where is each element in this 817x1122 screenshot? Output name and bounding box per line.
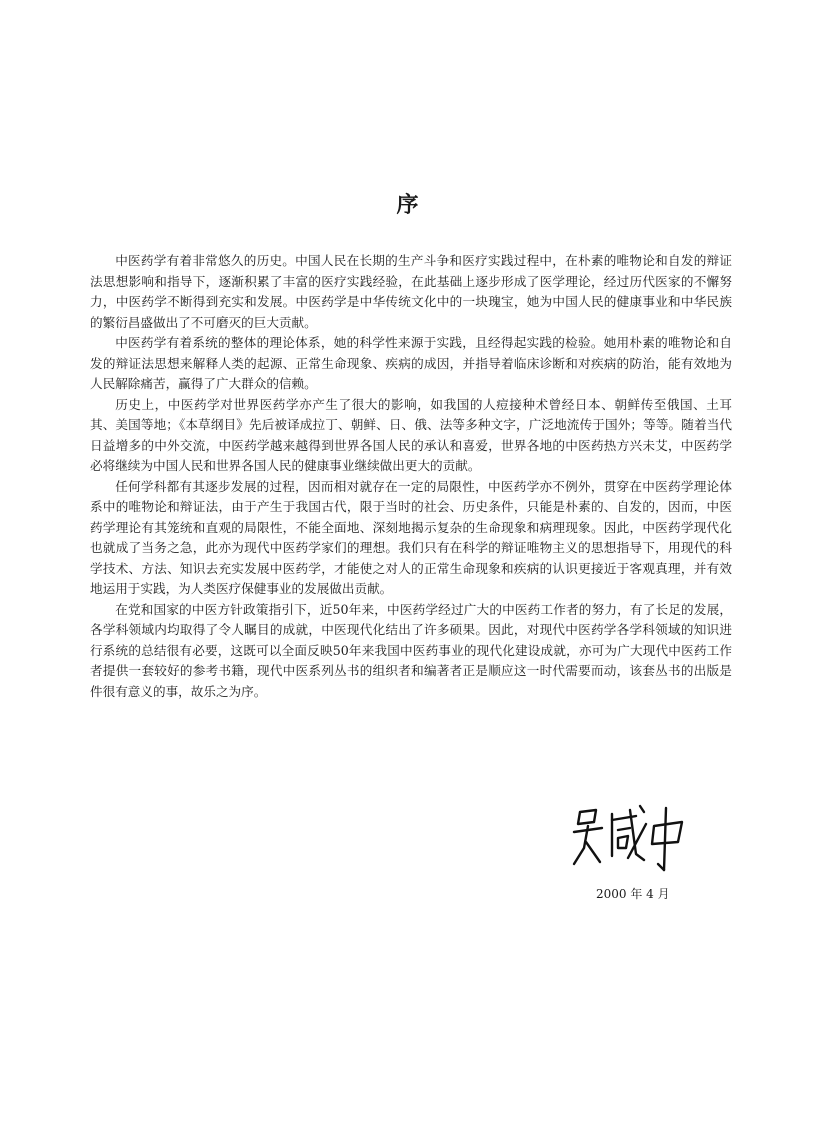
paragraph-5: 在党和国家的中医方针政策指引下，近50年来，中医药学经过广大的中医药工作者的努力，有了长足的发展，各学科领域内均取得了令人瞩目的成就，中医现代化结出了许多硕果。因此，对现代中医药学各学科领域的知识进行系统的总结很有必要，这既可以全面反映50年来我国中医药事业的现代化建设成就，亦可为广大现代中医药工作者提供一套较好的参考书籍，现代中医系列丛书的组织者和编著者正是顺应这一时代需要而动，该套丛书的出版是件很有意义的事，故乐之为序。 xyxy=(90,601,732,699)
paragraph-2: 中医药学有着系统的整体的理论体系，她的科学性来源于实践，且经得起实践的检验。她用朴素的唯物论和自发的辩证法思想来解释人类的起源、正常生命现象、疾病的成因，并指导着临床诊断和对疾病的防治，能有效地为人民解除痛苦，赢得了广大群众的信赖。 xyxy=(90,335,732,391)
signature-date: 2000 年 4 月 xyxy=(596,887,670,901)
signature-drawing xyxy=(566,798,696,878)
body-text xyxy=(90,251,732,702)
handwritten-signature xyxy=(566,798,696,878)
paragraph-3: 历史上，中医药学对世界医药学亦产生了很大的影响，如我国的人痘接种术曾经日本、朝鲜传至俄国、土耳其、美国等地；《本草纲目》先后被译成拉丁、朝鲜、日、俄、法等多种文字，广泛地流传于国外；等等。随着当代日益增多的中外交流，中医药学越来越得到世界各国人民的承认和喜爱，世界各地的中医药热方兴未艾，中医药学必将继续为中国人民和世界各国人民的健康事业继续做出更大的贡献。 xyxy=(90,396,732,473)
paragraph-1: 中医药学有着非常悠久的历史。中国人民在长期的生产斗争和医疗实践过程中，在朴素的唯物论和自发的辩证法思想影响和指导下，逐渐积累了丰富的医疗实践经验，在此基础上逐步形成了医学理论，经过历代医家的不懈努力，中医药学不断得到充实和发展。中医药学是中华传统文化中的一块瑰宝，她为中国人民的健康事业和中华民族的繁衍昌盛做出了不可磨灭的巨大贡献。 xyxy=(90,253,732,330)
paragraph-4: 任何学科都有其逐步发展的过程，因而相对就存在一定的局限性，中医药学亦不例外，贯穿在中医药学理论体系中的唯物论和辩证法，由于产生于我国古代，限于当时的社会、历史条件，只能是朴素的、自发的，因而，中医药学理论有其笼统和直观的局限性，不能全面地、深刻地揭示复杂的生命现象和病理现象。因此，中医药学现代化也就成了当务之急，此亦为现代中医药学家们的理想。我们只有在科学的辩证唯物主义的思想指导下，用现代的科学技术、方法、知识去充实发展中医药学，才能使之对人的正常生命现象和疾病的认识更接近于客观真理，并有效地运用于实践，为人类医疗保健事业的发展做出贡献。 xyxy=(90,478,732,596)
page-title: 序 xyxy=(396,192,421,218)
